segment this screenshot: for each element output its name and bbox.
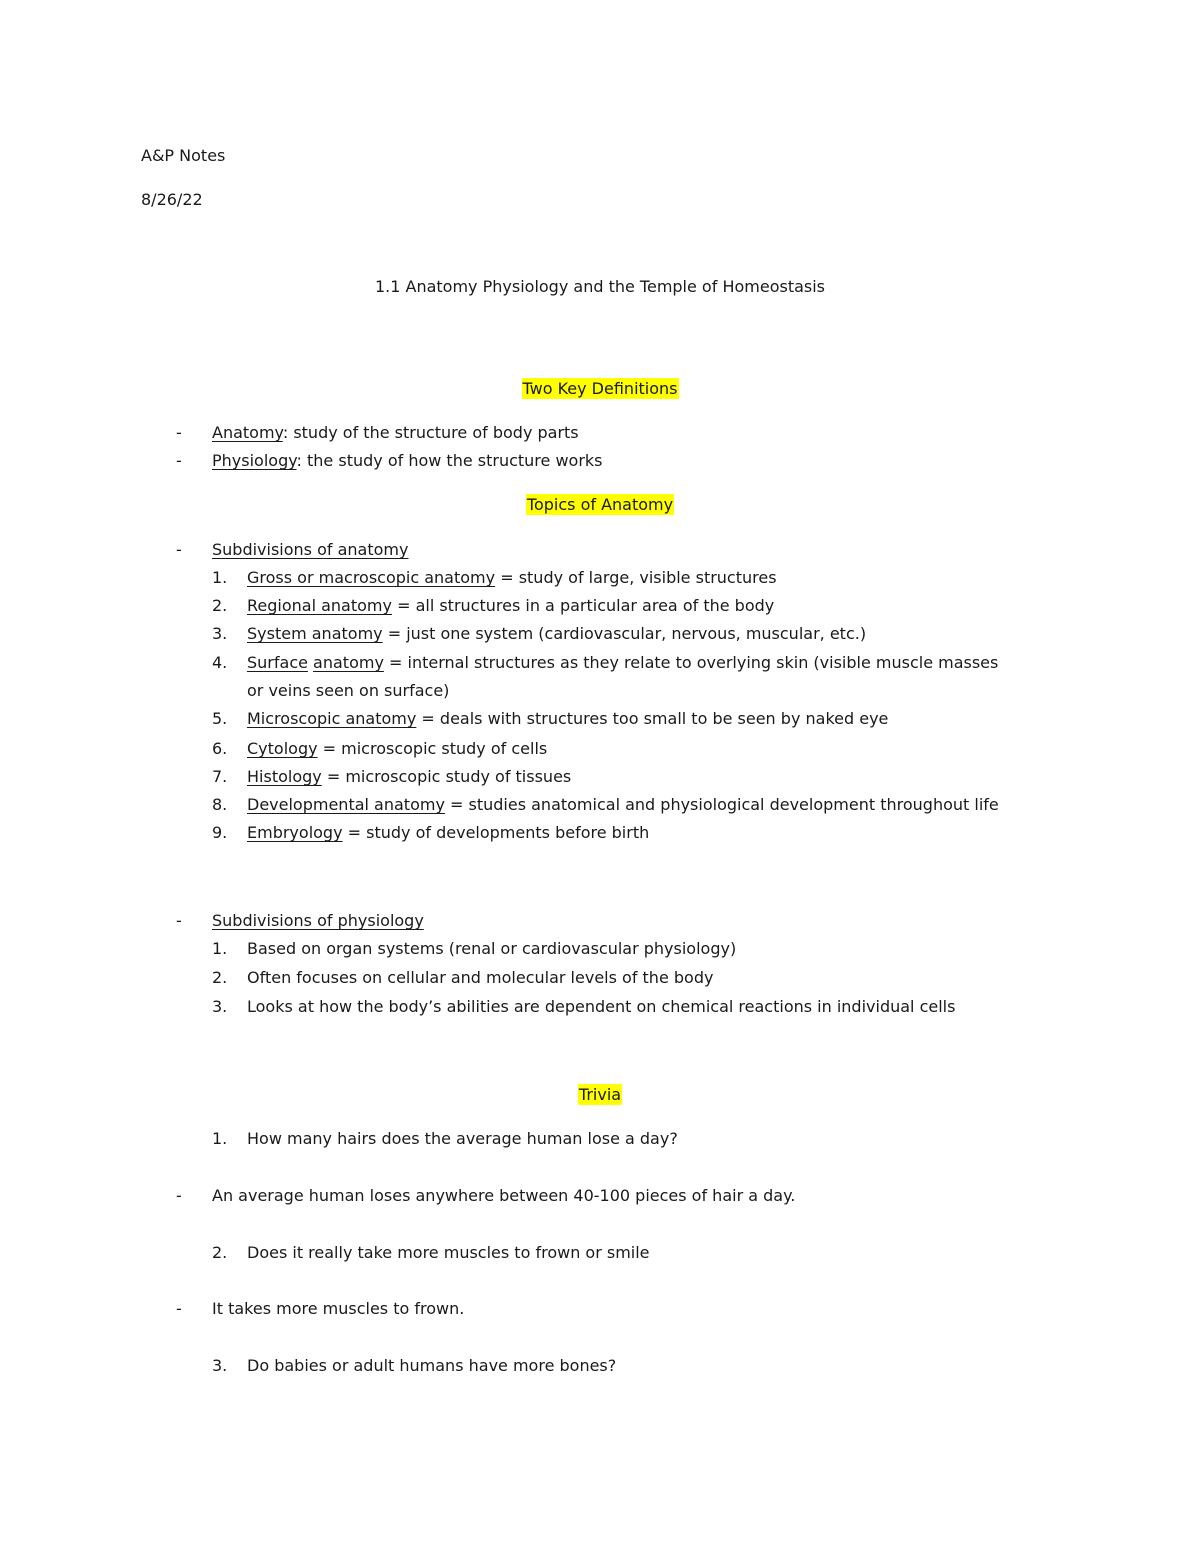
dash-bullet: - — [176, 451, 182, 470]
list-text — [247, 795, 999, 815]
list-number: 1. — [212, 568, 228, 587]
list-rest: = microscopic study of tissues — [321, 767, 572, 786]
dash-bullet: - — [176, 1186, 182, 1205]
question-text: Do babies or adult humans have more bones? — [247, 1356, 617, 1375]
trivia-heading — [0, 1085, 1200, 1105]
list-item-continuation: or veins seen on surface) — [247, 681, 450, 700]
list-text: Often focuses on cellular and molecular levels of the body — [247, 968, 714, 987]
list-term: Microscopic anatomy — [247, 709, 417, 728]
list-rest: = microscopic study of cells — [317, 739, 548, 758]
list-term: Gross or macroscopic anatomy — [247, 568, 496, 587]
list-text — [247, 624, 866, 644]
list-rest: = study of large, visible structures — [495, 568, 777, 587]
list-number: 2. — [212, 1243, 228, 1262]
dash-bullet: - — [176, 1299, 182, 1318]
list-term: Surface — [247, 653, 308, 672]
list-term: Developmental anatomy — [247, 795, 445, 814]
dash-bullet: - — [176, 540, 182, 559]
physiology-subdivisions-text: Subdivisions of physiology — [212, 911, 424, 930]
definition-text — [212, 451, 603, 471]
list-number: 3. — [212, 624, 228, 643]
list-text — [247, 739, 547, 759]
list-number: 4. — [212, 653, 228, 672]
list-number: 1. — [212, 939, 228, 958]
list-term: Cytology — [247, 739, 318, 758]
dash-bullet: - — [176, 911, 182, 930]
list-term: Regional anatomy — [247, 596, 392, 615]
list-rest: = all structures in a particular area of the body — [391, 596, 775, 615]
list-number: 1. — [212, 1129, 228, 1148]
list-text — [247, 596, 774, 616]
anatomy-subdivisions-text: Subdivisions of anatomy — [212, 540, 409, 559]
list-term: anatomy — [313, 653, 384, 672]
list-text — [247, 823, 649, 843]
section-title: 1.1 Anatomy Physiology and the Temple of Homeostasis — [374, 277, 826, 296]
definition-rest: : the study of how the structure works — [296, 451, 603, 470]
dash-bullet: - — [176, 423, 182, 442]
list-term: Histology — [247, 767, 322, 786]
doc-date: 8/26/22 — [141, 190, 203, 209]
answer-text: An average human loses anywhere between 40-100 pieces of hair a day. — [212, 1186, 796, 1205]
list-text — [247, 767, 571, 787]
topics-heading — [0, 495, 1200, 515]
list-term: System anatomy — [247, 624, 383, 643]
list-number: 6. — [212, 739, 228, 758]
list-term: Embryology — [247, 823, 343, 842]
list-text — [247, 709, 888, 729]
list-text — [247, 653, 998, 673]
list-rest: = studies anatomical and physiological development throughout life — [444, 795, 999, 814]
question-text: Does it really take more muscles to frown or smile — [247, 1243, 650, 1262]
list-number: 5. — [212, 709, 228, 728]
doc-title: A&P Notes — [141, 146, 226, 165]
list-number: 8. — [212, 795, 228, 814]
list-number: 9. — [212, 823, 228, 842]
list-rest: = internal structures as they relate to overlying skin (visible muscle masses — [383, 653, 999, 672]
list-text — [247, 568, 777, 588]
key-definitions-heading-text: Two Key Definitions — [522, 379, 678, 398]
list-rest: = just one system (cardiovascular, nervous, muscular, etc.) — [382, 624, 867, 643]
definition-rest: : study of the structure of body parts — [282, 423, 579, 442]
question-text: How many hairs does the average human lose a day? — [247, 1129, 678, 1148]
topics-heading-text: Topics of Anatomy — [526, 495, 674, 514]
list-rest: = study of developments before birth — [342, 823, 650, 842]
answer-text: It takes more muscles to frown. — [212, 1299, 465, 1318]
list-number: 3. — [212, 1356, 228, 1375]
definition-text — [212, 423, 579, 443]
list-text: Looks at how the body’s abilities are dependent on chemical reactions in individual cells — [247, 997, 956, 1016]
list-number: 2. — [212, 596, 228, 615]
list-number: 2. — [212, 968, 228, 987]
list-number: 3. — [212, 997, 228, 1016]
key-definitions-heading — [0, 379, 1200, 399]
definition-term: Anatomy — [212, 423, 283, 442]
list-text: Based on organ systems (renal or cardiovascular physiology) — [247, 939, 737, 958]
trivia-heading-text: Trivia — [578, 1085, 622, 1104]
list-number: 7. — [212, 767, 228, 786]
list-rest: = deals with structures too small to be seen by naked eye — [416, 709, 889, 728]
definition-term: Physiology — [212, 451, 297, 470]
